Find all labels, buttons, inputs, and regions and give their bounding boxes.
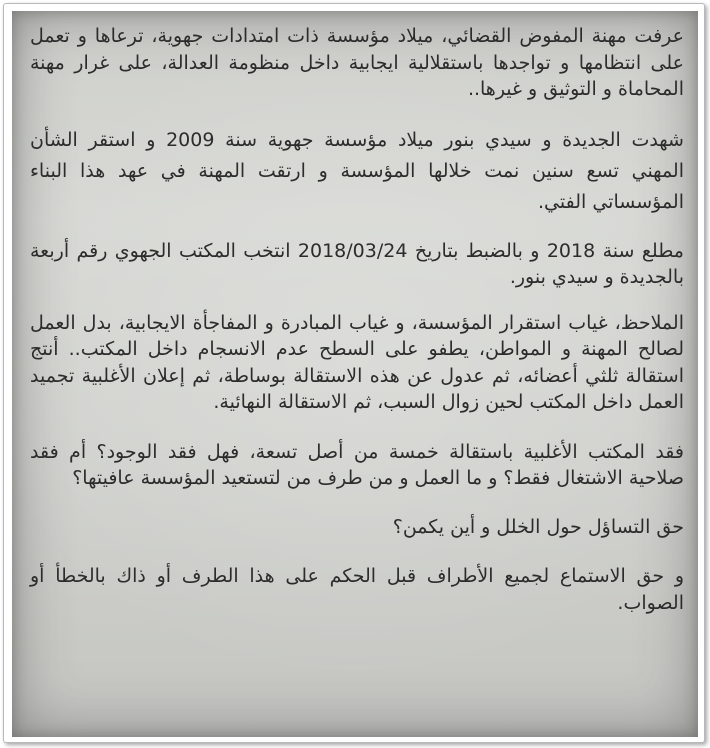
paragraph-1: عرفت مهنة المفوض القضائي، ميلاد مؤسسة ذات امتدادات جهوية، ترعاها و تعمل على انتظامها و تواجدها باستقلالية ايجابية داخل منظومة العدالة، على غرار مهنة المحاماة و التوثيق و غيرها.. — [30, 25, 684, 100]
paragraph-3: مطلع سنة 2018 و بالضبط بتاريخ 2018/03/24 انتخب المكتب الجهوي رقم أربعة بالجديدة و سيدي بنور. — [30, 239, 684, 288]
paragraph-7: و حق الاستماع لجميع الأطراف قبل الحكم على هذا الطرف أو ذاك بالخطأ أو الصواب. — [30, 565, 684, 614]
paragraph-2: شهدت الجديدة و سيدي بنور ميلاد مؤسسة جهوية سنة 2009 و استقر الشأن المهني تسع سنين نمت خلالها المؤسسة و ارتقت المهنة في عهد هذا البناء المؤسساتي الفتي. — [30, 128, 684, 213]
article-text — [12, 11, 698, 737]
paragraph-5: فقد المكتب الأغلبية باستقالة خمسة من أصل تسعة، فهل فقد الوجود؟ أم فقد صلاحية الاشتغال فقط؟ و ما العمل و من طرف من لتستعيد المؤسسة عافيتها؟ — [30, 440, 684, 489]
paragraph-6: حق التساؤل حول الخلل و أين يكمن؟ — [392, 515, 684, 538]
photo-frame — [3, 3, 705, 743]
paragraph-4: الملاحظ، غياب استقرار المؤسسة، و غياب المبادرة و المفاجأة الايجابية، بدل العمل لصالح المهنة و المواطن، يطفو على السطح عدم الانسجام داخل المكتب.. أنتج استقالة ثلثي أعضائه، ثم عدول عن هذه الاستقالة بوساطة، ثم إعلان الأغلبية تجميد العمل داخل المكتب لحين زوال السبب، ثم الاستقالة النهائية. — [30, 311, 684, 413]
document-photo — [12, 11, 698, 737]
